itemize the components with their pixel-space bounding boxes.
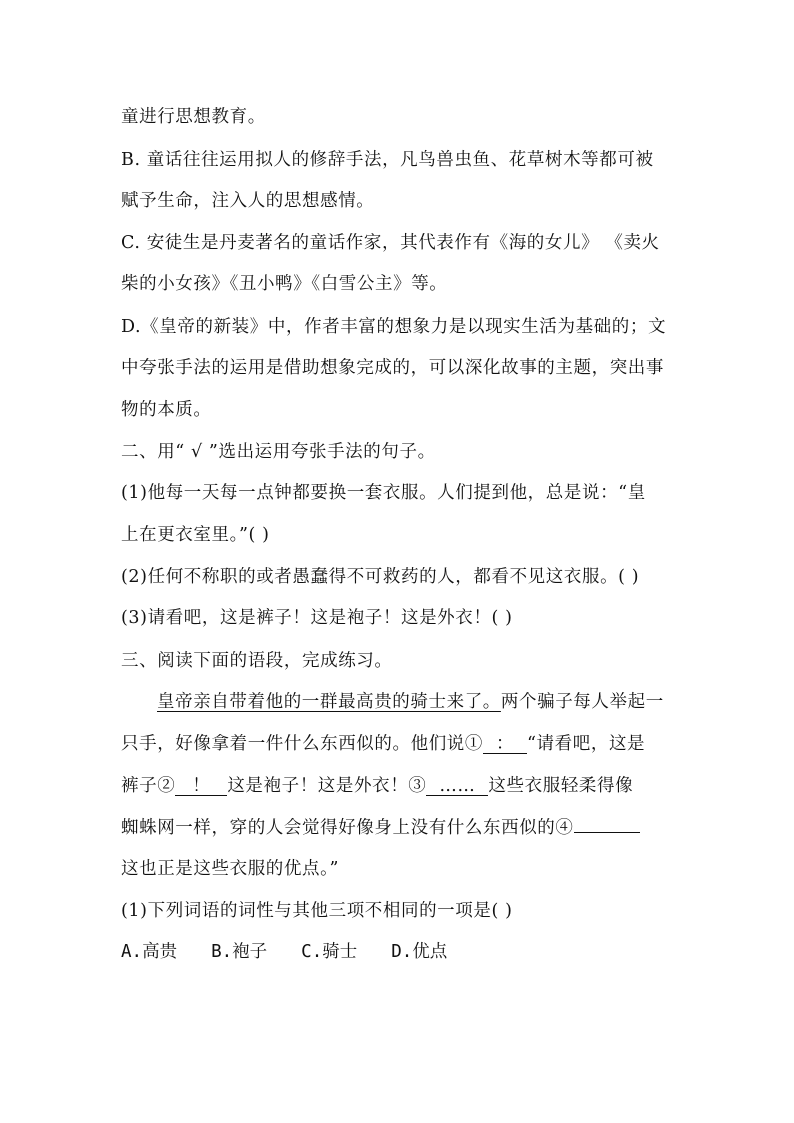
blank-2[interactable]: ！: [175, 777, 227, 796]
option-d-line: D.《皇帝的新装》中，作者丰富的想象力是以现实生活为基础的；文: [121, 317, 667, 337]
item-1-line: (1)他每一天每一点钟都要换一套衣服。人们提到他，总是说：“皇: [121, 483, 646, 503]
underlined-sentence: 皇帝亲自带着他的一群最高贵的骑士来了。: [157, 692, 501, 712]
blank-4[interactable]: [574, 832, 640, 833]
blank-3[interactable]: ……: [426, 777, 488, 796]
option-b-line: B. 童话往往运用拟人的修辞手法，凡鸟兽虫鱼、花草树木等都可被: [121, 150, 654, 170]
option-c[interactable]: C.骑士: [301, 942, 358, 962]
text-line: 柴的小女孩》《丑小鸭》《白雪公主》等。: [121, 274, 448, 294]
passage-line: 蜘蛛网一样，穿的人会觉得好像身上没有什么东西似的④: [121, 817, 640, 839]
option-c-line: C. 安徒生是丹麦著名的童话作家，其代表作有《海的女儿》 《卖火: [121, 233, 660, 253]
item-3-line: (3)请看吧，这是裤子！这是袍子！这是外衣！( ): [121, 608, 513, 628]
passage-line: 这也正是这些衣服的优点。”: [121, 859, 339, 879]
section-heading-2: 二、用“ √ ”选出运用夸张手法的句子。: [121, 442, 436, 462]
item-2-line: (2)任何不称职的或者愚蠢得不可救药的人，都看不见这衣服。( ): [121, 567, 640, 587]
blank-1[interactable]: ：: [483, 735, 527, 754]
passage-line: 只手，好像拿着一件什么东西似的。他们说① ： “请看吧，这是: [121, 734, 646, 754]
option-d[interactable]: D.优点: [391, 942, 448, 962]
passage-line: 皇帝亲自带着他的一群最高贵的骑士来了。两个骗子每人举起一: [157, 692, 664, 712]
text-line: 赋予生命，注入人的思想感情。: [121, 191, 375, 211]
text-line: 童进行思想教育。: [121, 107, 266, 127]
item-1-answer-line: 上在更衣室里。”( ): [121, 525, 270, 545]
passage-line: 裤子② ！ 这是袍子！这是外衣！③ …… 这些衣服轻柔得像: [121, 776, 634, 796]
text-line: 物的本质。: [121, 400, 212, 420]
text-line: 中夸张手法的运用是借助想象完成的，可以深化故事的主题，突出事: [121, 358, 664, 378]
question-1-stem: (1)下列词语的词性与其他三项不相同的一项是( ): [121, 901, 513, 921]
option-b[interactable]: B.袍子: [211, 942, 268, 962]
option-a[interactable]: A.高贵: [121, 942, 178, 962]
section-heading-3: 三、阅读下面的语段，完成练习。: [121, 651, 393, 671]
options-row: [121, 941, 481, 963]
